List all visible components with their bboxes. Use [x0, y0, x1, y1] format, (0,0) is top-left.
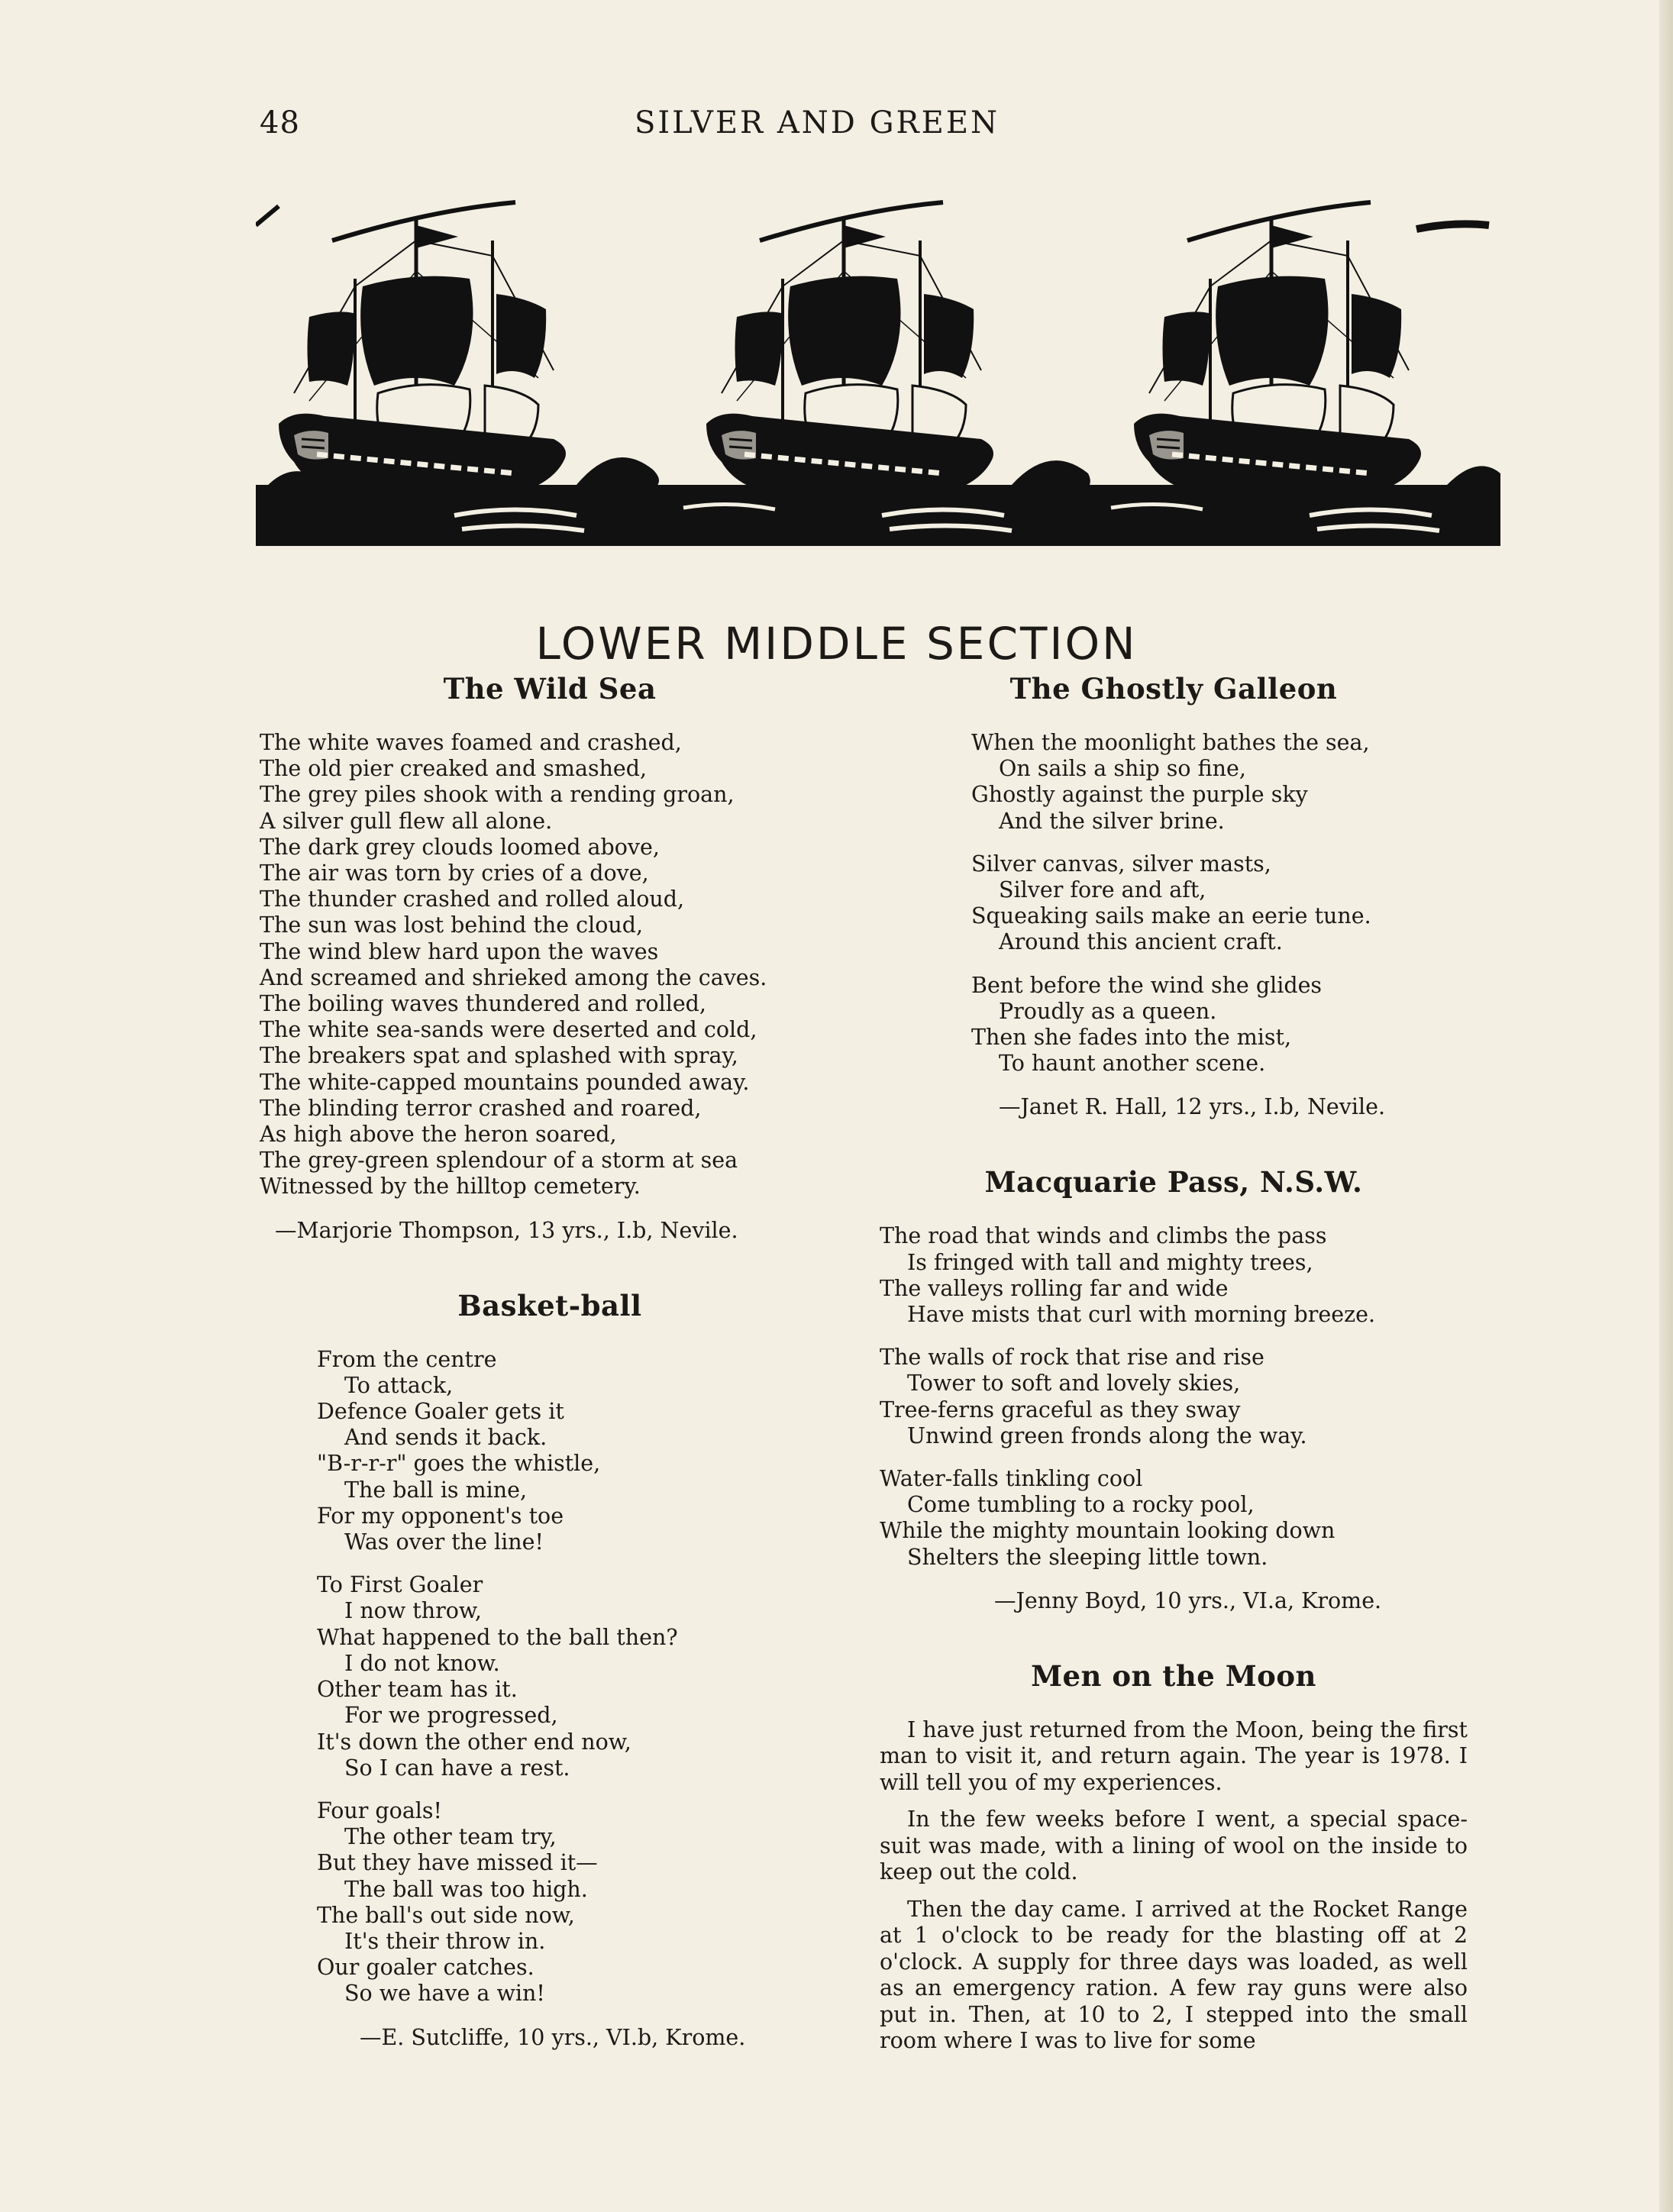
byline: —Jenny Boyd, 10 yrs., VI.a, Krome. [994, 1587, 1382, 1613]
poem-line: Bent before the wind she glides [971, 972, 1323, 998]
poem-body [317, 1347, 840, 2052]
poem-line: It's down the other end now, [317, 1729, 631, 1755]
poem-line: Other team has it. [317, 1677, 518, 1703]
poem-line: Shelters the sleeping little town. [907, 1544, 1268, 1570]
poem-line: From the centre [317, 1346, 497, 1372]
stanza [880, 1466, 1468, 1571]
story-paragraph: In the few weeks before I went, a special space-suit was made, with a lining of wool on the inside to keep out the cold. [880, 1807, 1468, 1885]
stanza [317, 1572, 840, 1781]
page-edge [1659, 0, 1673, 2212]
poem-line: When the moonlight bathes the sea, [971, 730, 1370, 755]
poem-the-ghostly-galleon [880, 672, 1468, 1121]
page-number: 48 [260, 105, 300, 140]
story-paragraph: Then the day came. I arrived at the Rocket Range at 1 o'clock to be ready for the blasting off at 2 o'clock. A supply for three days was loaded, as well as an emergency ration. A few ray guns were also put in. Then, at 10 to 2, I stepped into the small room where I was to live for some [880, 1896, 1468, 2054]
stanza [260, 730, 840, 1200]
journal-title: SILVER AND GREEN [634, 105, 1000, 140]
poem-line: Come tumbling to a rocky pool, [907, 1492, 1255, 1518]
poem-line: The grey-green splendour of a storm at sea [260, 1148, 738, 1174]
stanza [971, 851, 1468, 956]
poem-line: Tree-ferns graceful as they sway [880, 1397, 1241, 1422]
poem-line: Our goaler catches. [317, 1955, 535, 1981]
poem-line: Unwind green fronds along the way. [907, 1422, 1307, 1448]
poem-macquarie-pass [880, 1165, 1468, 1614]
poem-line: The ball is mine, [344, 1477, 528, 1503]
poem-line: "B-r-r-r" goes the whistle, [317, 1451, 601, 1477]
poem-line: Silver canvas, silver masts, [971, 851, 1271, 877]
poem-line: The blinding terror crashed and roared, [260, 1095, 702, 1121]
byline: —Marjorie Thompson, 13 yrs., I.b, Nevile. [275, 1217, 738, 1243]
poem-line: Four goals! [317, 1797, 443, 1823]
poem-line: The white-capped mountains pounded away. [260, 1069, 750, 1095]
poem-line: As high above the heron soared, [260, 1122, 617, 1148]
poem-line: So I can have a rest. [344, 1755, 570, 1781]
poem-line: On sails a ship so fine, [999, 756, 1246, 782]
byline: —Janet R. Hall, 12 yrs., I.b, Nevile. [999, 1094, 1386, 1120]
poem-line: But they have missed it— [317, 1850, 598, 1876]
poem-line: For we progressed, [344, 1703, 558, 1729]
poem-line: I now throw, [344, 1598, 482, 1624]
poem-line: It's their throw in. [344, 1928, 546, 1954]
poem-line: A silver gull flew all alone. [260, 808, 553, 834]
right-column [880, 672, 1468, 2099]
poem-line: The sun was lost behind the cloud, [260, 912, 644, 938]
poem-line: Then she fades into the mist, [971, 1025, 1292, 1051]
poem-line: To First Goaler [317, 1572, 483, 1598]
story-paragraph: I have just returned from the Moon, being the first man to visit it, and return again. The year is 1978. I will tell you of my experiences. [880, 1716, 1468, 1795]
poem-line: Squeaking sails make an eerie tune. [971, 903, 1371, 929]
poem-the-wild-sea [260, 672, 840, 1245]
poem-line: Witnessed by the hilltop cemetery. [260, 1174, 641, 1200]
poem-line: Water-falls tinkling cool [880, 1466, 1143, 1492]
byline: —E. Sutcliffe, 10 yrs., VI.b, Krome. [360, 2024, 746, 2050]
poem-line: The grey piles shook with a rending groan, [260, 782, 735, 808]
poem-title: Basket-ball [457, 1288, 642, 1322]
poem-line: The ball's out side now, [317, 1902, 575, 1928]
poem-basket-ball [260, 1289, 840, 2052]
poem-line: The air was torn by cries of a dove, [260, 861, 649, 886]
poem-line: The white waves foamed and crashed, [260, 730, 682, 755]
poem-body [971, 730, 1468, 1121]
poem-line: I do not know. [344, 1650, 500, 1676]
poem-line: Silver fore and aft, [999, 877, 1206, 903]
poem-line: The dark grey clouds loomed above, [260, 834, 660, 860]
poem-line: And sends it back. [344, 1425, 547, 1451]
poem-line: Have mists that curl with morning breeze. [907, 1302, 1376, 1328]
poem-line: The thunder crashed and rolled aloud, [260, 886, 685, 912]
poem-line: The walls of rock that rise and rise [880, 1345, 1264, 1371]
stanza [880, 1345, 1468, 1449]
poem-line: While the mighty mountain looking down [880, 1518, 1335, 1544]
stanza [971, 973, 1468, 1077]
galleon-banner-illustration [256, 179, 1500, 546]
poem-title: Macquarie Pass, N.S.W. [984, 1165, 1363, 1200]
running-head [260, 105, 1512, 151]
poem-line: The boiling waves thundered and rolled, [260, 991, 706, 1017]
poem-line: Defence Goaler gets it [317, 1399, 564, 1425]
poem-line: Was over the line! [344, 1529, 544, 1555]
poem-body [880, 1223, 1468, 1614]
poem-line: For my opponent's toe [317, 1503, 564, 1529]
poem-line: And screamed and shrieked among the caves. [260, 964, 767, 990]
stanza [971, 730, 1468, 835]
poem-line: The wind blew hard upon the waves [260, 938, 659, 964]
poem-title: The Wild Sea [443, 672, 657, 706]
section-title: LOWER MIDDLE SECTION [535, 617, 1138, 670]
poem-line: The other team try, [344, 1824, 557, 1850]
poem-line: The white sea-sands were deserted and cold, [260, 1017, 757, 1043]
poem-line: Tower to soft and lovely skies, [907, 1371, 1241, 1397]
stanza [880, 1223, 1468, 1328]
poem-line: The valleys rolling far and wide [880, 1275, 1229, 1301]
poem-line: Proudly as a queen. [999, 998, 1217, 1024]
poem-line: What happened to the ball then? [317, 1624, 678, 1650]
stanza [317, 1798, 840, 2007]
poem-line: Around this ancient craft. [999, 929, 1283, 955]
poem-line: To attack, [344, 1372, 454, 1398]
poem-line: The road that winds and climbs the pass [880, 1223, 1327, 1249]
poem-line: The old pier creaked and smashed, [260, 756, 648, 782]
poem-line: Is fringed with tall and mighty trees, [907, 1249, 1313, 1275]
story-title: Men on the Moon [1031, 1658, 1316, 1693]
poem-line: And the silver brine. [999, 808, 1225, 834]
stanza [317, 1347, 840, 1556]
poem-title: The Ghostly Galleon [1009, 672, 1338, 706]
poem-line: Ghostly against the purple sky [971, 782, 1308, 808]
poem-line: So we have a win! [344, 1981, 545, 2007]
left-column [260, 672, 840, 2096]
poem-body [260, 730, 840, 1245]
poem-line: The breakers spat and splashed with spray, [260, 1043, 738, 1069]
poem-line: The ball was too high. [344, 1876, 588, 1902]
story-men-on-the-moon [880, 1659, 1468, 2055]
poem-line: To haunt another scene. [999, 1051, 1266, 1077]
